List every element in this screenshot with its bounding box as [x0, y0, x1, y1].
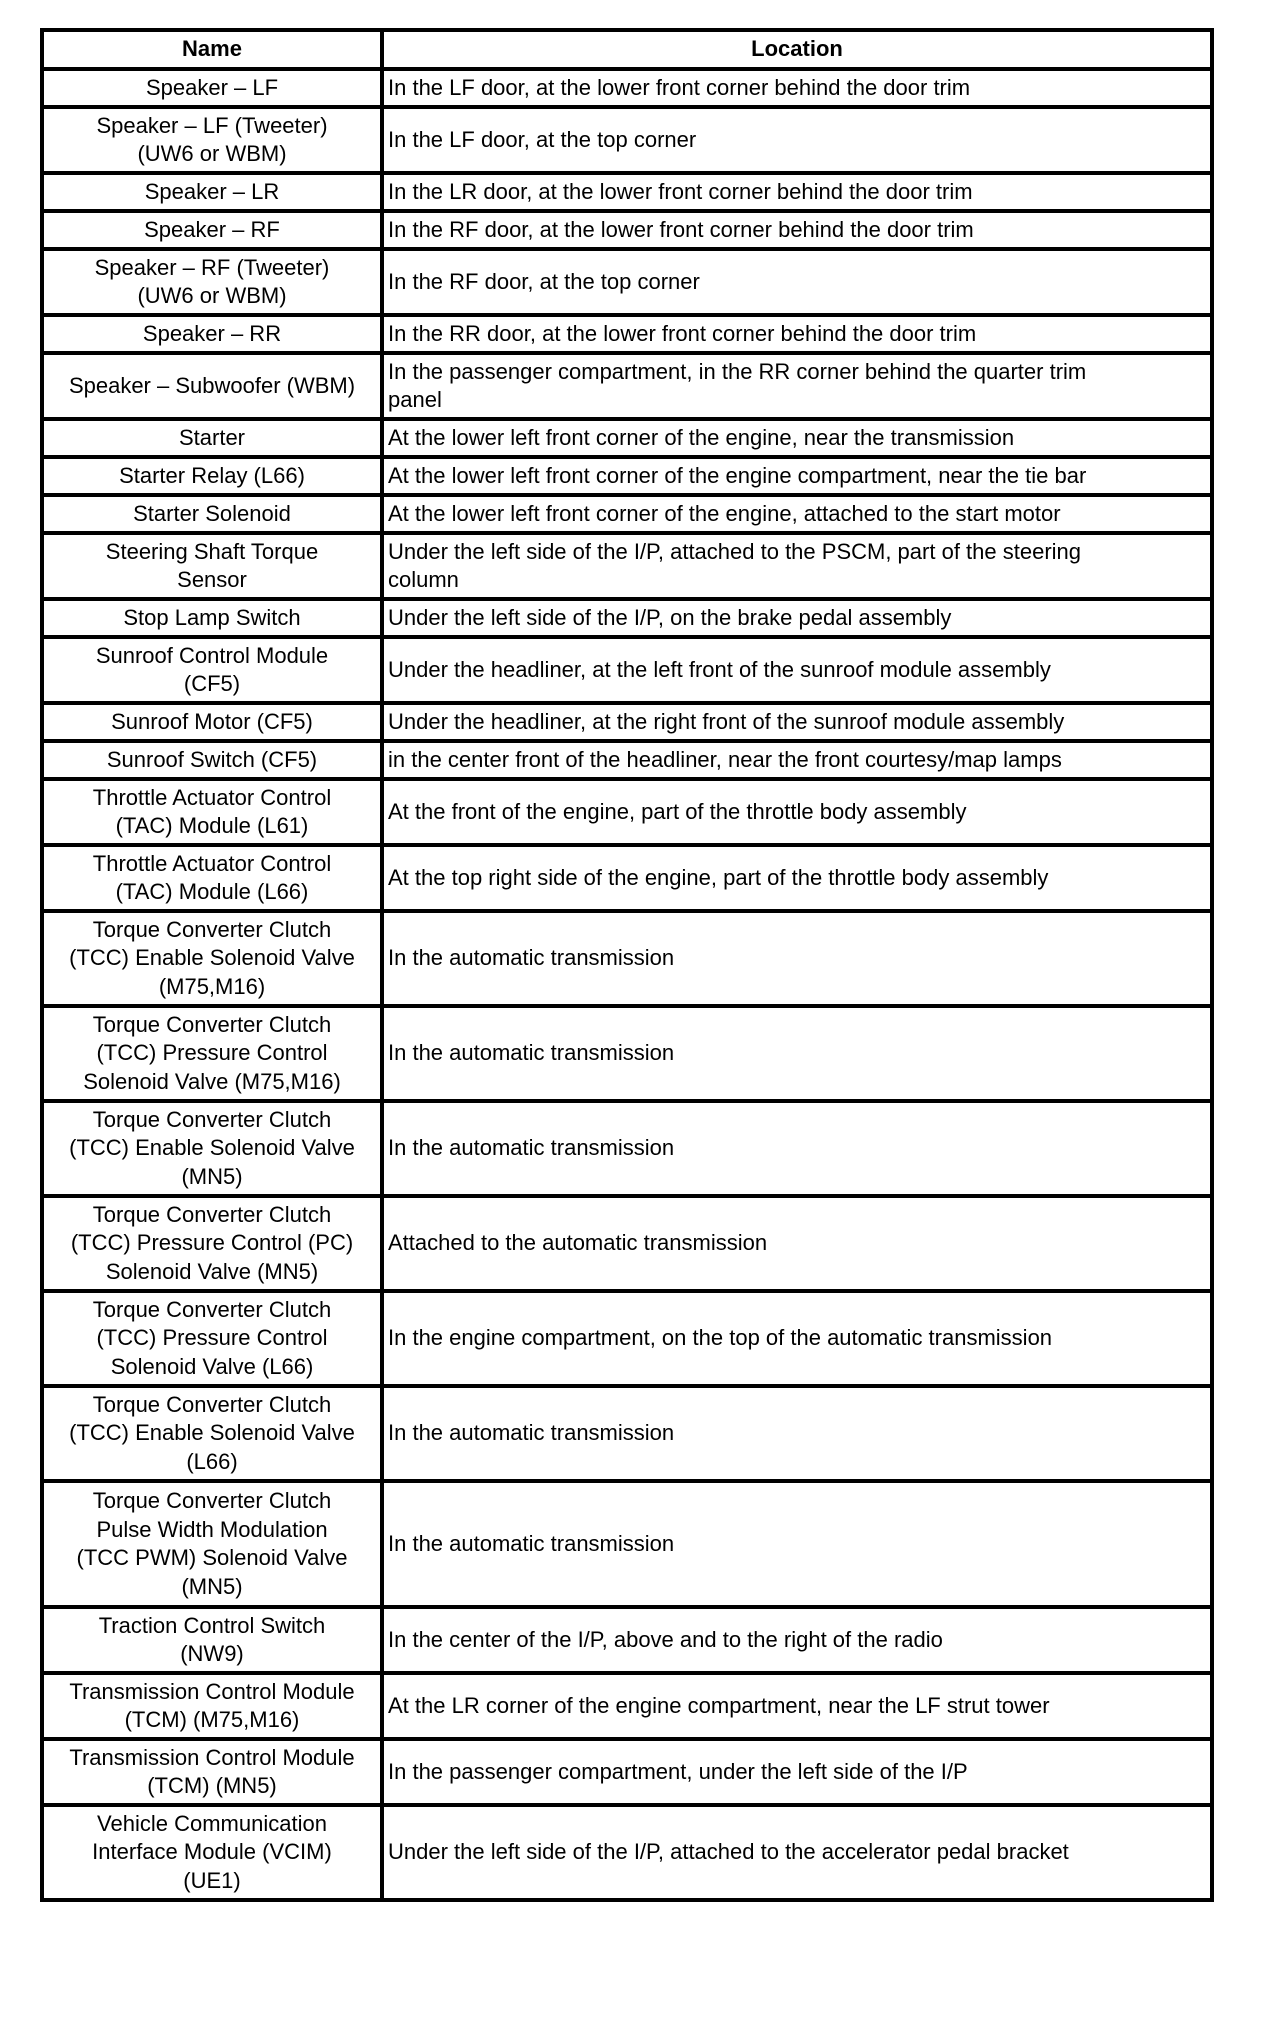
component-location: In the RR door, at the lower front corner behind the door trim: [382, 315, 1212, 353]
table-row: [42, 249, 1212, 315]
component-name: Traction Control Switch (NW9): [42, 1607, 382, 1673]
table-row: [42, 741, 1212, 779]
component-location: In the passenger compartment, in the RR corner behind the quarter trim panel: [382, 353, 1212, 419]
table-body: [42, 69, 1212, 1900]
component-name: Torque Converter Clutch Pulse Width Modulation (TCC PWM) Solenoid Valve (MN5): [42, 1481, 382, 1607]
component-name: Torque Converter Clutch (TCC) Pressure Control Solenoid Valve (L66): [42, 1291, 382, 1386]
component-location: At the lower left front corner of the engine compartment, near the tie bar: [382, 457, 1212, 495]
table-row: [42, 1386, 1212, 1481]
table-row: [42, 911, 1212, 1006]
component-location: In the automatic transmission: [382, 911, 1212, 1006]
table-row: [42, 599, 1212, 637]
component-name: Vehicle Communication Interface Module (VCIM) (UE1): [42, 1805, 382, 1900]
header-location: Location: [382, 30, 1212, 69]
component-location: In the automatic transmission: [382, 1006, 1212, 1101]
header-row: [42, 30, 1212, 69]
table-row: [42, 315, 1212, 353]
component-location: In the passenger compartment, under the left side of the I/P: [382, 1739, 1212, 1805]
component-name: Starter Relay (L66): [42, 457, 382, 495]
component-name: Torque Converter Clutch (TCC) Enable Solenoid Valve (MN5): [42, 1101, 382, 1196]
table-row: [42, 533, 1212, 599]
component-location: In the LR door, at the lower front corner behind the door trim: [382, 173, 1212, 211]
component-location: Under the headliner, at the left front of the sunroof module assembly: [382, 637, 1212, 703]
table-row: [42, 1291, 1212, 1386]
component-location: At the top right side of the engine, part of the throttle body assembly: [382, 845, 1212, 911]
component-name: Sunroof Control Module (CF5): [42, 637, 382, 703]
component-name: Throttle Actuator Control (TAC) Module (L61): [42, 779, 382, 845]
component-name: Torque Converter Clutch (TCC) Enable Solenoid Valve (L66): [42, 1386, 382, 1481]
table-row: [42, 1196, 1212, 1291]
table-row: [42, 457, 1212, 495]
component-location: In the automatic transmission: [382, 1101, 1212, 1196]
component-name: Transmission Control Module (TCM) (MN5): [42, 1739, 382, 1805]
component-name: Torque Converter Clutch (TCC) Enable Solenoid Valve (M75,M16): [42, 911, 382, 1006]
table-row: [42, 845, 1212, 911]
table-row: [42, 107, 1212, 173]
component-location: Attached to the automatic transmission: [382, 1196, 1212, 1291]
table-row: [42, 353, 1212, 419]
component-name: Throttle Actuator Control (TAC) Module (L66): [42, 845, 382, 911]
component-location: At the lower left front corner of the engine, attached to the start motor: [382, 495, 1212, 533]
component-name: Speaker – Subwoofer (WBM): [42, 353, 382, 419]
component-name: Speaker – LF: [42, 69, 382, 107]
component-name: Starter: [42, 419, 382, 457]
component-location: Under the left side of the I/P, attached to the accelerator pedal bracket: [382, 1805, 1212, 1900]
component-name: Speaker – LR: [42, 173, 382, 211]
component-location: At the lower left front corner of the engine, near the transmission: [382, 419, 1212, 457]
component-location: In the center of the I/P, above and to the right of the radio: [382, 1607, 1212, 1673]
table-row: [42, 1805, 1212, 1900]
component-location-table: [40, 28, 1214, 1902]
component-name: Speaker – LF (Tweeter) (UW6 or WBM): [42, 107, 382, 173]
table-row: [42, 1607, 1212, 1673]
component-name: Sunroof Switch (CF5): [42, 741, 382, 779]
table-row: [42, 1739, 1212, 1805]
component-name: Stop Lamp Switch: [42, 599, 382, 637]
component-name: Transmission Control Module (TCM) (M75,M16): [42, 1673, 382, 1739]
component-location: In the RF door, at the lower front corner behind the door trim: [382, 211, 1212, 249]
component-location: In the automatic transmission: [382, 1386, 1212, 1481]
component-name: Speaker – RF (Tweeter) (UW6 or WBM): [42, 249, 382, 315]
component-name: Starter Solenoid: [42, 495, 382, 533]
component-location: In the automatic transmission: [382, 1481, 1212, 1607]
table-row: [42, 703, 1212, 741]
table-row: [42, 1006, 1212, 1101]
table-row: [42, 495, 1212, 533]
table-row: [42, 69, 1212, 107]
component-location: In the LF door, at the lower front corner behind the door trim: [382, 69, 1212, 107]
component-name: Sunroof Motor (CF5): [42, 703, 382, 741]
component-location: Under the left side of the I/P, attached to the PSCM, part of the steering column: [382, 533, 1212, 599]
component-location: in the center front of the headliner, near the front courtesy/map lamps: [382, 741, 1212, 779]
component-name: Speaker – RR: [42, 315, 382, 353]
component-location: In the engine compartment, on the top of the automatic transmission: [382, 1291, 1212, 1386]
table-row: [42, 1673, 1212, 1739]
component-location: Under the headliner, at the right front of the sunroof module assembly: [382, 703, 1212, 741]
component-name: Speaker – RF: [42, 211, 382, 249]
component-location: At the front of the engine, part of the throttle body assembly: [382, 779, 1212, 845]
table-row: [42, 779, 1212, 845]
table-row: [42, 173, 1212, 211]
component-name: Steering Shaft Torque Sensor: [42, 533, 382, 599]
component-name: Torque Converter Clutch (TCC) Pressure Control (PC) Solenoid Valve (MN5): [42, 1196, 382, 1291]
table-row: [42, 419, 1212, 457]
table-row: [42, 1101, 1212, 1196]
component-name: Torque Converter Clutch (TCC) Pressure Control Solenoid Valve (M75,M16): [42, 1006, 382, 1101]
component-location: At the LR corner of the engine compartment, near the LF strut tower: [382, 1673, 1212, 1739]
component-location: In the RF door, at the top corner: [382, 249, 1212, 315]
component-location: In the LF door, at the top corner: [382, 107, 1212, 173]
table-row: [42, 1481, 1212, 1607]
table-row: [42, 637, 1212, 703]
table-row: [42, 211, 1212, 249]
header-name: Name: [42, 30, 382, 69]
component-location: Under the left side of the I/P, on the brake pedal assembly: [382, 599, 1212, 637]
